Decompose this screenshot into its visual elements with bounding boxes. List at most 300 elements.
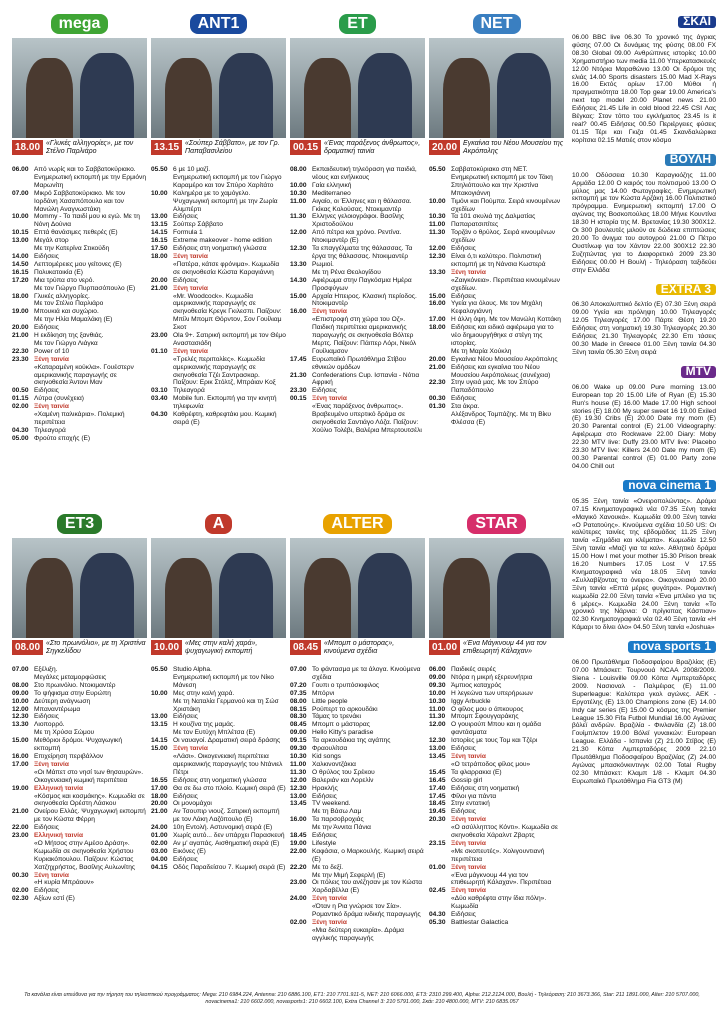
schedule-row (151, 356, 286, 388)
schedule-title: Στο πρωινόλιο. Ντοκιμαντέρ (34, 681, 116, 689)
schedule-time: 04.00 (151, 855, 168, 863)
schedule-row (151, 166, 286, 174)
schedule-time: 14.00 (12, 252, 29, 260)
schedule-row (12, 808, 147, 824)
schedule-title: «Ο τετράποδος φίλος μου» (451, 760, 531, 768)
schedule-row (429, 674, 564, 682)
schedule-time: 23.00 (290, 879, 307, 887)
right-channel-logo: EXTRA 3 (656, 284, 716, 296)
channel-column-ant1 (151, 10, 286, 427)
schedule-title: Τάμας το τρενάκι (312, 713, 361, 721)
schedule-title: Τιμόνι και Πούμπα. Σειρά κινουμένων σχεδίων (451, 197, 561, 213)
schedule-title: Γαία ελληνική (312, 181, 352, 189)
schedule-title: Ξένη ταινία (451, 839, 486, 847)
schedule-title: Μεθόριοι δρόμοι. Ψυχαγωγική εκπομπή (34, 737, 123, 753)
schedule-title: Ειδήσεις (451, 245, 476, 253)
schedule-time: 00.15 (290, 395, 307, 403)
schedule-row (151, 840, 286, 848)
schedule-time: 16.55 (151, 776, 168, 784)
schedule-title: Formula 1 (173, 229, 203, 237)
schedule-title: Little people (312, 697, 348, 705)
schedule-time: 02.00 (151, 839, 168, 847)
schedule-time: 06.00 (12, 166, 29, 173)
schedule-time: 17.00 (429, 316, 446, 324)
schedule-time: 13.00 (12, 237, 29, 245)
schedule-title: Με τη Χρύσα Σώμου (34, 729, 95, 737)
schedule-time: 06.00 (429, 666, 446, 673)
schedule-title: Υγεία για όλους. Με τον Μιχάλη Κεφαλογιάννη (451, 300, 543, 316)
program-photo (290, 38, 425, 138)
schedule-title: Ελληνες γελοιογράφοι. Βασίλης Χριστοδούλου (312, 213, 404, 229)
schedule-time: 19.00 (12, 784, 29, 792)
schedule-title: Οι ναυαγοί. Δραματική σειρά δράσης (173, 737, 281, 745)
schedule-row (290, 919, 425, 927)
schedule-title: Ξένη ταινία (451, 268, 486, 276)
schedule-time: 03.00 (151, 847, 168, 855)
program-photo (151, 538, 286, 638)
schedule-time: 08.00 (290, 166, 307, 173)
schedule-row (12, 666, 147, 674)
schedule-row (151, 729, 286, 737)
channel-logo-box (290, 510, 425, 538)
schedule-row (12, 887, 147, 895)
schedule-title: Ειδήσεις (312, 387, 337, 395)
schedule-title: Η λεγεώνα των υπερήρωων (451, 689, 533, 697)
schedule-row (429, 793, 564, 801)
program-photo (12, 538, 147, 638)
schedule-title: Ειδήσεις και εγκαίνια του Νέου Μουσείου Ακρόπολεως (συνέχεια) (451, 363, 551, 379)
schedule-title: Ξένη ταινία (34, 871, 69, 879)
schedule-time: 22.00 (290, 847, 307, 855)
channel-logo-box (429, 10, 564, 38)
schedule-row (429, 316, 564, 324)
schedule-time (151, 729, 173, 737)
schedule-title: Τα παρσοβροχιάς (312, 816, 364, 824)
schedule-row (151, 824, 286, 832)
channel-logo-box (290, 10, 425, 38)
schedule-title: Καθρέφτη, καθρεφτάκι μου. Κωμική σειρά (Ε) (173, 411, 277, 426)
schedule-time: 14.15 (151, 229, 168, 237)
schedule-title: Ξένη ταινία (312, 308, 347, 316)
schedule-time: 12.00 (290, 229, 307, 237)
schedule-row (12, 690, 147, 698)
program-photo (429, 38, 564, 138)
program-photo (290, 538, 425, 638)
schedule-time: 22.00 (12, 824, 29, 832)
schedule-row (12, 769, 147, 785)
schedule-title: Ξένη ταινία (34, 403, 69, 411)
schedule-time: 14.15 (151, 737, 168, 745)
photo-figure (358, 53, 412, 138)
schedule-row (290, 879, 425, 895)
schedule-time (151, 698, 173, 714)
schedule-title: Ειδήσεις (34, 713, 59, 721)
schedule-time: 11.30 (429, 713, 446, 721)
schedule-title: 10η Εντολή. Αστυνομική σειρά (Ε) (173, 824, 273, 832)
right-channel-schedule: 10.00 Οδύσσεια 10.30 Καραγκιόζης 11.00 Αρμάδα 12.00 Ο καιρός του πολιτισμού 13.00 Ο μύλος μας 14.00 Φωτογραφίες. Ενημερωτική εκπομπή με τον Κώστα Αρζάκη 16.00 Πολιτιστικό πρόγραμμα. Ενημερωτική εκπομπή 17.00 Ο αγώνας της Βοσκοπούλας 18.00 Μήνιε Κουντίνα 18.30 Η ιστορία της Μ. Βρετανίας 19.30 300Χ12. Οι 300 βουλευτές μιλούν σε δώδεκα επιπτώσεις 20.00 Το άνιγμα του αυτογρού 21.00 Ο Πέτρο Ουστίνωφ για τον Χάντον 22.00 300Χ12 22.30 Συζητώντας για το Διαφορετικό 2009 23.30 Ειδήσεις 00.00 Η Βουλή - Τηλεόραση ταξιδεύει στην Ελλάδα (572, 171, 716, 274)
schedule-title: «Mr. Woodcock». Κωμωδία αμερικανικής παραγωγής σε σκηνοθεσία Κρεγκ Γκιλεσπι. Παίζουν: Μπίλι Μπομπ Θόρντον, Σον Γουίλιαμ Σκοτ (173, 292, 282, 332)
schedule-row (429, 745, 564, 753)
schedule-time (12, 285, 34, 293)
schedule-title: Μεγάλ στορ (34, 237, 69, 245)
schedule-row (12, 356, 147, 364)
schedule-time: 04.30 (151, 411, 168, 419)
schedule-title: Σαββατοκύριακο στη ΝΕΤ. Ενημερωτική εκπομπή με τον Τάκη Σπηλιόπουλο και την Χριστίνα Μπακογιάννη (451, 166, 553, 197)
schedule-title: Ειδήσεις (312, 832, 337, 840)
schedule-title: «Ο Μήτσος στην Αμέσο Δράση». Κωμωδία σε σκηνοθεσία Χρήστου Κυριακόπουλου. Παίζουν: Κώστας Χατζηχρήστος, Βασίλης Αυλωνίτης (34, 839, 136, 871)
schedule-row (12, 340, 147, 348)
schedule-time (12, 316, 34, 324)
schedule-list (151, 166, 286, 427)
schedule-title: Με τον Στέλιο Παρλιάρο (34, 300, 104, 308)
schedule-title: Ειδήσεις (451, 911, 476, 919)
schedule-title: Μπόρνι (312, 689, 335, 697)
schedule-time: 21.30 (290, 371, 307, 379)
schedule-time (290, 269, 312, 277)
channel-column-alpha (151, 510, 286, 872)
schedule-time: 09.00 (290, 729, 307, 737)
schedule-row (429, 324, 564, 348)
right-channel-schedule: 06.00 BBC live 06.30 Το χρονικό της άγριας φύσης 07.00 Οι δυνάμεις της φύσης 08.00 FX 08.30 Global 09.00 Ανθρώπινες ιστορίες 10.00 Χρηματιστήριο των media 11.00 Υπερκατασκευές 12.00 Ντόρια Μαραθώνιο 13.00 Οι δρόμοι της ελιάς 14.00 Sports disasters 15.00 Mad X-Rays 16.00 Εκτός ορίων 17.00 Μύθοι ή πραγματικότητα 18.00 Top gear 19.00 America's next top model 20.00 Planet news 21.00 Ειδήσεις 21.45 Life in cold blood 22.45 CSI Λας Βέγκας: Στον τόπο του εγκλήματος 23.45 Is it real? 00.45 Ειδήσεις 00.50 Περιέργειες φύσεις 01.15 Τέρι και Γκιζα 01.45 Σκανδαλώρικα κορίτσια 02.15 Ματιές στον κόσμο (572, 34, 716, 144)
schedule-row (290, 245, 425, 261)
schedule-row (12, 737, 147, 753)
schedule-title: Άμπιος καταχρός (451, 681, 502, 689)
schedule-time (290, 403, 312, 435)
schedule-list (12, 666, 147, 903)
schedule-title: Τηλεαγορά (34, 426, 66, 434)
schedule-title: Battlestar Galactica (451, 919, 509, 926)
schedule-title: Αφιέρωμα στην Παγκόσμια Ημέρα Προσφύγων (312, 276, 412, 292)
schedule-time: 16.45 (429, 776, 446, 784)
schedule-row (12, 713, 147, 721)
schedule-title: Ειδήσεις (34, 887, 59, 895)
schedule-time: 20.00 (429, 355, 446, 363)
schedule-time (151, 674, 173, 690)
schedule-row (290, 729, 425, 737)
schedule-title: Με τη Βάσω Λαμ (312, 808, 362, 816)
schedule-row (151, 285, 286, 293)
schedule-time: 00.30 (429, 395, 446, 403)
schedule-row (290, 190, 425, 198)
schedule-row (290, 761, 425, 769)
schedule-title: Mediterraneo (312, 189, 351, 197)
schedule-title: Χαλκινοντζάκια (312, 760, 356, 768)
schedule-time: 13.30 (290, 260, 307, 268)
schedule-time: 15.45 (429, 768, 446, 776)
schedule-time: 03.10 (151, 387, 168, 395)
schedule-title: Mobile fun. Εκπομπή για την κινητή τηλεφωνία (173, 395, 277, 411)
schedule-time: 08.15 (290, 705, 307, 713)
schedule-title: Iggy Arbuckle (451, 697, 491, 705)
schedule-title: Στα άκρα. (451, 403, 480, 411)
schedule-row (429, 379, 564, 395)
schedule-title: Καφάσια, ο Μαρκουλής. Κωμική σειρά (Ε) (312, 847, 424, 863)
schedule-row (429, 824, 564, 840)
schedule-time: 18.00 (12, 292, 29, 300)
schedule-time: 11.30 (290, 213, 307, 221)
schedule-title: Εγκαίνια Νέου Μουσείου Ακρόπολης (451, 355, 558, 363)
schedule-row (12, 348, 147, 356)
schedule-row (151, 808, 286, 824)
schedule-time: 11.00 (429, 705, 446, 713)
schedule-row (290, 316, 425, 356)
schedule-row (290, 182, 425, 190)
schedule-time: 16.00 (290, 308, 307, 316)
schedule-row (151, 848, 286, 856)
schedule-title: Αρχαία Ηπειρος. Κλασική περίοδος. Ντοκιμαντέρ (312, 292, 417, 308)
channel-column-star (429, 510, 564, 927)
schedule-title: Ευρωπαϊκό Πρωτάθλημα Στίβου εθνικών ομάδων (312, 355, 406, 371)
schedule-time: 09.00 (429, 673, 446, 681)
photo-caption (12, 640, 147, 662)
schedule-list (12, 166, 147, 443)
schedule-title: Ξένη ταινία (34, 355, 69, 363)
schedule-time (12, 411, 34, 427)
schedule-time: 21.00 (151, 808, 168, 816)
photo-figure (165, 58, 212, 138)
schedule-row (290, 816, 425, 824)
schedule-row (290, 269, 425, 277)
schedule-title: Ειδήσεις (34, 252, 59, 260)
schedule-title: Μπουκιά και συχώριο. (34, 308, 99, 316)
right-channel-schedule: 06.00 Πρωτάθλημα Ποδοσφαίρου Βραζιλίας (Ε) 07.00 Μπάσκετ: Τουρνουά NCAA 2008/2009. Siena - Louisville 09.00 Κόπα Λιμπερταδόρες 2009. Νασιοναλ - Παλμέιρας (Ε) 11.00 Superleague: Καλύτερα γκολ αγώνες. ΑΕΚ - Εργοτέλης (Ε) 13.00 Champions zone (E) 14.00 Indy car series (E) 15.00 Ο κόσμος της Premier League 15.30 Fifa Futbol Mundial 16.00 Αγώνας βόλεϊ ανδρών. Βραζιλία - Φινλανδία (Ζ) 18.00 Γουίμπλετον 19.00 Βόλεϊ γυναικών: European League. Ελλάδα - Ισπανία (Ζ) 21.00 Στίβος (Ε) 21.30 Κόπα Λιμπερταδόρες 2009 22.10 Πρωτάθλημα Ποδοσφαίρου Βραζιλίας (Ζ) 24.00 Αγώνας μπασκόνκιντινγκ 02.00 Total Rugby 02.30 Μπάσκετ: Κλαμπ 1/8 - Κλαμπ 04.30 Ευρωπαϊκό Πρωτάθλημα Fia GT3 (M) (572, 659, 716, 785)
schedule-row (12, 674, 147, 682)
schedule-time (151, 293, 173, 333)
caption-time: 10.00 (151, 640, 182, 655)
schedule-title: Ιστορίες με τους Τομ και Τζέρι (451, 737, 538, 745)
schedule-title: Extreme makeover - home edition (173, 237, 272, 245)
schedule-row (12, 824, 147, 832)
schedule-time: 17.45 (290, 355, 307, 363)
schedule-row (429, 919, 564, 927)
schedule-title: Γουπι ο τρυπόσκιφιλος (312, 681, 380, 689)
schedule-time: 01.15 (12, 395, 29, 403)
schedule-title: Hello Kitty's paradise (312, 729, 374, 737)
channel-column-et1 (290, 10, 425, 435)
schedule-time (290, 808, 312, 816)
schedule-title: Επιχείρηση περιβάλλον (34, 752, 104, 760)
schedule-row (12, 761, 147, 769)
schedule-time: 05.50 (151, 166, 168, 173)
schedule-time: 05.50 (151, 666, 168, 673)
channel-logo: ALTER (323, 514, 391, 534)
schedule-title: Παπαρατσιπίτες (451, 221, 499, 229)
schedule-time: 11.30 (429, 229, 446, 237)
schedule-row (151, 800, 286, 808)
schedule-title: Ξένη ταινία (451, 887, 486, 895)
schedule-title: Οι πόλεις του ανέζησαν με τον Κώστα Χαρδαβέλλα (Ε) (312, 879, 423, 895)
schedule-row (290, 903, 425, 919)
schedule-title: Η εκδίκηση της ξανθιάς. (34, 332, 104, 340)
schedule-time (12, 769, 34, 785)
schedule-row (429, 403, 564, 411)
schedule-title: Ξένη ταινία (451, 816, 486, 824)
schedule-row (12, 316, 147, 324)
schedule-time: 10.30 (290, 752, 307, 760)
schedule-row (151, 737, 286, 745)
schedule-title: Χωρίς αυτό... δεν υπάρχει Παρασκευή (173, 832, 285, 840)
schedule-row (12, 427, 147, 435)
schedule-list (429, 666, 564, 927)
schedule-time (429, 872, 451, 888)
schedule-title: Confederations Cup. Ισπανία - Νότια Αφρική (312, 371, 420, 387)
schedule-title: Τα αρκουδάκια της αγάπης (312, 737, 391, 745)
schedule-time: 10.30 (290, 189, 307, 197)
schedule-title: Ο φίλος μου ο άπκουρος (451, 705, 524, 713)
schedule-time: 22.30 (429, 379, 446, 387)
schedule-time: 10.30 (429, 213, 446, 221)
schedule-row (429, 411, 564, 427)
schedule-time: 14.30 (290, 276, 307, 284)
schedule-title: Εξέλιξη. (34, 666, 58, 673)
schedule-title: Γλυκές αλληγορίες. (34, 292, 90, 300)
photo-figure (26, 558, 73, 638)
schedule-row (429, 800, 564, 808)
schedule-title: Βαλεριάν και Λορελίν (312, 776, 374, 784)
schedule-title: Μες στην καλή χαρά. (173, 689, 235, 697)
schedule-title: Δεύτερη ανάγνωση (34, 697, 91, 705)
schedule-time: 19.45 (429, 808, 446, 816)
schedule-title: Ο γουιρούπ Μπου και η ομάδα φαντάσματα (451, 721, 542, 737)
schedule-time: 19.00 (290, 839, 307, 847)
schedule-row (12, 269, 147, 277)
schedule-time: 13.15 (151, 721, 168, 729)
caption-time: 01.00 (429, 640, 460, 655)
schedule-row (151, 411, 286, 427)
schedule-title: Τορζάν ο θρύλος. Σειρά κινουμένων σχεδίων (451, 229, 556, 245)
schedule-time: 12.00 (12, 705, 29, 713)
schedule-list (429, 166, 564, 427)
schedule-time: 12.30 (290, 784, 307, 792)
schedule-row (290, 356, 425, 372)
schedule-row (290, 745, 425, 753)
schedule-title: Μπομπ ο μάστορας (312, 721, 370, 729)
right-channel-logo-box (572, 148, 716, 172)
schedule-title: Φίλοι για πάντα (451, 792, 497, 800)
schedule-title: Τα 101 σκυλιά της Δαλματίας (451, 213, 536, 221)
schedule-title: Φρούτο εποχής (Ε) (34, 434, 91, 442)
schedule-title: Ελληνική ταινία (34, 832, 83, 840)
schedule-time: 23.00 (12, 832, 29, 840)
schedule-time: 18.00 (151, 792, 168, 800)
schedule-time: 16.15 (151, 237, 168, 245)
schedule-row (429, 229, 564, 245)
schedule-title: Εικόνες (Ε) (173, 847, 206, 855)
right-column (572, 10, 716, 789)
schedule-time: 17.40 (429, 784, 446, 792)
channel-logo: ANT1 (190, 14, 248, 34)
photo-figure (358, 553, 412, 638)
schedule-time: 21.00 (12, 808, 29, 816)
schedule-title: «Όταν η Ρια γνώρισε τον Σία». Ρομαντικό δράμα ινδικής παραγωγής (312, 903, 421, 919)
schedule-title: Ειδήσεις (173, 713, 198, 721)
schedule-time: 01.30 (429, 403, 446, 411)
schedule-time (290, 872, 312, 880)
schedule-row (151, 221, 286, 229)
schedule-title: Αιγαίο, οι Έλληνες και η θάλασσα. Γκίκας Κολούσας. Ντοκιμαντέρ (312, 197, 412, 213)
schedule-title: Ola 9+. Σατιρική εκπομπή με τον Θέμο Αναστασιάδη (173, 332, 286, 347)
schedule-title: Αν Τσουπιρ νιουζ. Σατιρική εκπομπή με τον Λάκη Λαζόπουλο (Ε) (173, 808, 280, 824)
schedule-title: Τα επαγγέλματα της θάλασσας. Τα έργα της θάλασσας. Ντοκιμαντέρ (312, 245, 413, 260)
caption-time: 13.15 (151, 140, 182, 155)
schedule-time: 23.30 (290, 387, 307, 395)
schedule-time: 10.00 (151, 189, 168, 197)
schedule-title: Οδός Παραδείσου 7. Κωμική σειρά (Ε) (173, 863, 286, 871)
schedule-time: 20.30 (429, 816, 446, 824)
schedule-row (429, 364, 564, 380)
schedule-title: Από πέτρα και χρόνο. Ρεντίνα. Ντοκιμαντέρ (Ε) (312, 229, 402, 245)
schedule-title: Τα φλαρρακια (Ε) (451, 768, 502, 776)
schedule-row (12, 166, 147, 190)
schedule-title: Φραουλίτσα (312, 745, 348, 753)
schedule-row (151, 856, 286, 864)
schedule-title: Μπαναντέρωμα (34, 705, 81, 713)
schedule-row (151, 395, 286, 411)
schedule-row (12, 785, 147, 793)
schedule-time (12, 364, 34, 388)
schedule-title: Είναι ό,τι καλύτερο. Πολιτιστική εκπομπή με τη Νάνσια Κωστερά (451, 252, 546, 268)
photo-caption (151, 140, 286, 162)
schedule-row (429, 753, 564, 761)
photo-caption (151, 640, 286, 662)
schedule-title: Με την Κατερίνα Στικούδη (34, 245, 110, 253)
schedule-row (290, 824, 425, 832)
schedule-row (12, 285, 147, 293)
right-channel-schedule: 06.30 Αποκαλυπτικό δελτίο (Ε) 07.30 Ξένη σειρά 09.00 Υγεία και πρόληψη 10.00 Τηλεαγορές 12.05 Τηλεαγορές 17.00 Πάρτε Θέση 19.20 Ειδήσεις στη νοηματική 19.30 Τηλεαγορές 20.30 Ειδήσεις 21.30 Τηλεαγορές 22.30 Επι τάσεις 00.30 Made in Greece 01.00 Ξένη ταινία 04.30 Ξένη ταινία 05.30 Ξένη σειρά (572, 301, 716, 356)
schedule-title: Ειδήσεις (34, 324, 59, 332)
schedule-title: Ξένη ταινία (34, 760, 69, 768)
schedule-title: Ειδήσεις στη νοηματική (451, 784, 520, 792)
schedule-title: Λεπτομέρειες μου γείτονες (Ε) (34, 260, 122, 268)
schedule-title: Ξένη ταινία (173, 745, 208, 753)
schedule-title: Kid songs (312, 752, 341, 760)
schedule-row (12, 682, 147, 690)
schedule-row (429, 864, 564, 872)
schedule-title: Ξένη ταινία (173, 252, 208, 260)
schedule-time: 10.30 (429, 697, 446, 705)
schedule-time (429, 895, 451, 911)
schedule-time (290, 903, 312, 919)
schedule-time: 02.00 (12, 887, 29, 895)
schedule-row (151, 293, 286, 333)
schedule-time: 18.45 (429, 800, 446, 808)
schedule-row (151, 229, 286, 237)
schedule-row (429, 721, 564, 737)
schedule-title: «Μια δεύτερη ευκαιρία». Δράμα αγγλικής παραγωγής (312, 926, 404, 942)
program-photo (151, 38, 286, 138)
schedule-time: 22.30 (12, 347, 29, 355)
schedule-row (12, 879, 147, 887)
channel-column-mega (12, 10, 147, 443)
schedule-title: Με τον Γιώργο Λιάγκα (34, 339, 98, 347)
schedule-row (429, 840, 564, 848)
schedule-title: Ξένη ταινία (173, 284, 208, 292)
schedule-row (429, 198, 564, 214)
schedule-time: 13.30 (429, 268, 446, 276)
schedule-time: 15.00 (151, 745, 168, 753)
schedule-title: Ειδήσεις (34, 824, 59, 832)
schedule-time (12, 879, 34, 887)
caption-time: 18.00 (12, 140, 43, 155)
schedule-row (12, 364, 147, 388)
schedule-row (151, 666, 286, 674)
channel-logo-box (12, 10, 147, 38)
schedule-time: 01.10 (151, 347, 168, 355)
schedule-time: 20.00 (151, 800, 168, 808)
caption-text: «Γλυκές αλληγορίες», με τον Στέλιο Παρλιάρο (46, 140, 134, 155)
schedule-row (151, 245, 286, 253)
schedule-title: Ξένη ταινία (451, 752, 486, 760)
